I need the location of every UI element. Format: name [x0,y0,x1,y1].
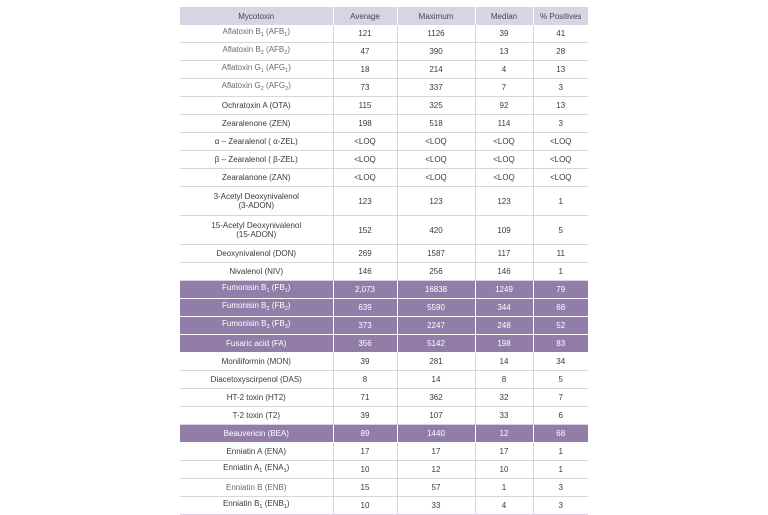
cell-positives: 1 [533,187,588,216]
cell-positives: 5 [533,216,588,245]
cell-average: 356 [333,335,397,353]
cell-mycotoxin [180,371,333,389]
mycotoxin-abbr: AFG [268,81,286,90]
cell-positives: 13 [533,97,588,115]
cell-median: 17 [475,443,533,461]
cell-median: 92 [475,97,533,115]
cell-maximum: <LOQ [397,169,475,187]
abbr-subscript: 1 [284,32,288,38]
table-row [180,133,588,151]
cell-average: 152 [333,216,397,245]
mycotoxin-name: Fusaric acid (FA) [226,339,287,348]
cell-median: 32 [475,389,533,407]
cell-average: 47 [333,43,397,61]
cell-positives: 68 [533,425,588,443]
abbr-subscript: 1 [285,68,289,74]
abbr-subscript: 1 [283,504,287,510]
cell-maximum: 123 [397,187,475,216]
abbr-subscript: 2 [285,86,289,92]
cell-average: 10 [333,497,397,515]
table-row [180,115,588,133]
cell-median: 344 [475,299,533,317]
mycotoxin-name: Zearalanone (ZAN) [222,173,291,182]
table-row [180,169,588,187]
mycotoxin-name: Aflatoxin G [221,63,261,72]
abbr-subscript: 3 [284,324,288,330]
cell-average: 10 [333,461,397,479]
mycotoxin-name: HT-2 toxin (HT2) [226,393,286,402]
mycotoxin-name: Nivalenol (NIV) [229,267,284,276]
cell-mycotoxin [180,335,333,353]
cell-average: 8 [333,371,397,389]
cell-positives: 3 [533,79,588,97]
cell-median: 4 [475,61,533,79]
cell-mycotoxin: Fumonisin $B_1$ $(FB_1)$ [180,281,333,299]
name-subscript: 2 [260,50,264,56]
cell-positives: 34 [533,353,588,371]
cell-maximum: 420 [397,216,475,245]
table-row [180,187,588,216]
table-row [180,461,588,479]
mycotoxin-name: β – Zearalenol ( β-ZEL) [214,155,298,164]
cell-maximum: 12 [397,461,475,479]
cell-average: 89 [333,425,397,443]
cell-average: 373 [333,317,397,335]
cell-positives: <LOQ [533,169,588,187]
cell-mycotoxin [180,115,333,133]
mycotoxin-name-line2: (15-ADON) [236,230,277,239]
mycotoxin-name: Enniatin A [223,463,260,472]
header-average: Average [333,7,397,25]
cell-median: 14 [475,353,533,371]
mycotoxin-name: Aflatoxin B [222,45,261,54]
cell-mycotoxin [180,479,333,497]
cell-mycotoxin [180,216,333,245]
cell-maximum: 390 [397,43,475,61]
mycotoxin-name: Enniatin B [222,499,260,508]
table-row [180,43,588,61]
cell-average: 39 [333,353,397,371]
cell-mycotoxin [180,151,333,169]
name-subscript: 1 [260,68,264,74]
cell-mycotoxin: Enniatin $A_1$ $(ENA_1)$ [180,461,333,479]
cell-mycotoxin [180,407,333,425]
table-row [180,371,588,389]
cell-maximum: 1126 [397,25,475,43]
cell-mycotoxin [180,97,333,115]
cell-average: 639 [333,299,397,317]
cell-mycotoxin: Fumonisin $B_2$ $(FB_2)$ [180,299,333,317]
name-subscript: 2 [266,306,270,312]
cell-mycotoxin: Aflatoxin $G_2$ $(AFG_2)$ [180,79,333,97]
cell-average: 198 [333,115,397,133]
cell-mycotoxin [180,353,333,371]
mycotoxin-name: Moniliformin (MON) [221,357,291,366]
cell-average: 15 [333,479,397,497]
cell-median: <LOQ [475,169,533,187]
cell-median: <LOQ [475,151,533,169]
cell-average: 73 [333,79,397,97]
cell-mycotoxin [180,187,333,216]
mycotoxin-name: Deoxynivalenol (DON) [216,249,297,258]
table-row [180,425,588,443]
cell-median: 12 [475,425,533,443]
cell-median: 8 [475,371,533,389]
cell-mycotoxin: Enniatin $B_1$ $(ENB_1)$ [180,497,333,515]
cell-average: 146 [333,263,397,281]
cell-median: 10 [475,461,533,479]
cell-mycotoxin [180,245,333,263]
table-row [180,335,588,353]
cell-maximum: 33 [397,497,475,515]
name-subscript: 3 [266,324,270,330]
cell-maximum: 14 [397,371,475,389]
mycotoxin-name: Fumonisin B [222,283,267,292]
cell-median: 146 [475,263,533,281]
cell-mycotoxin: Aflatoxin $G_1$ $(AFG_1)$ [180,61,333,79]
cell-positives: 3 [533,497,588,515]
table-row [180,479,588,497]
name-subscript: 1 [259,504,263,510]
cell-mycotoxin: Fumonisin $B_3$ $(FB_3)$ [180,317,333,335]
table-row [180,407,588,425]
cell-median: 114 [475,115,533,133]
cell-average: <LOQ [333,169,397,187]
cell-median: 198 [475,335,533,353]
cell-positives: 11 [533,245,588,263]
cell-maximum: 107 [397,407,475,425]
name-subscript: 2 [260,86,264,92]
cell-median: 39 [475,25,533,43]
table-row [180,353,588,371]
cell-mycotoxin [180,389,333,407]
cell-positives: 79 [533,281,588,299]
cell-mycotoxin [180,169,333,187]
table-row [180,281,588,299]
cell-median: 33 [475,407,533,425]
cell-average: 2,073 [333,281,397,299]
cell-average: <LOQ [333,133,397,151]
header-row [180,7,588,25]
table-row [180,263,588,281]
mycotoxin-name: Enniatin A (ENA) [226,447,287,456]
cell-average: 39 [333,407,397,425]
cell-average: 17 [333,443,397,461]
mycotoxin-abbr: FB [274,301,285,310]
cell-positives: 13 [533,61,588,79]
mycotoxin-abbr: ENA [267,463,284,472]
mycotoxin-name: Zearalenone (ZEN) [222,119,291,128]
mycotoxin-abbr: AFG [268,63,286,72]
cell-maximum: 2247 [397,317,475,335]
table-row [180,61,588,79]
name-subscript: 1 [260,32,264,38]
cell-positives: 41 [533,25,588,43]
table-row [180,151,588,169]
table-row [180,389,588,407]
cell-mycotoxin [180,263,333,281]
cell-average: 71 [333,389,397,407]
cell-median: 123 [475,187,533,216]
cell-positives: 7 [533,389,588,407]
cell-median: 109 [475,216,533,245]
cell-positives: 3 [533,479,588,497]
cell-positives: 5 [533,371,588,389]
cell-mycotoxin [180,133,333,151]
cell-median: 1249 [475,281,533,299]
cell-positives: <LOQ [533,151,588,169]
cell-average: 123 [333,187,397,216]
mycotoxin-name: Aflatoxin G [221,81,261,90]
mycotoxin-abbr: FB [274,283,285,292]
cell-median: 248 [475,317,533,335]
cell-average: 121 [333,25,397,43]
cell-maximum: 17 [397,443,475,461]
cell-maximum: 1587 [397,245,475,263]
cell-maximum: 337 [397,79,475,97]
cell-mycotoxin [180,443,333,461]
cell-mycotoxin: Aflatoxin $B_1$ $(AFB_1)$ [180,25,333,43]
table-row [180,216,588,245]
abbr-subscript: 1 [284,288,288,294]
cell-maximum: <LOQ [397,151,475,169]
abbr-subscript: 2 [284,306,288,312]
cell-maximum: 214 [397,61,475,79]
cell-mycotoxin: Aflatoxin $B_2$ $(AFB_2)$ [180,43,333,61]
mycotoxin-name: 15-Acetyl Deoxynivalenol [211,221,302,230]
mycotoxin-name: α – Zearalenol ( α-ZEL) [214,137,298,146]
mycotoxin-name: Enniatin B (ENB) [226,483,287,492]
cell-median: 1 [475,479,533,497]
mycotoxin-name: Beauvericin (BEA) [223,429,289,438]
table-body [180,25,588,515]
mycotoxin-abbr: ENB [267,499,284,508]
table-row [180,299,588,317]
header-maximum: Maximum [397,7,475,25]
cell-median: 117 [475,245,533,263]
cell-median: <LOQ [475,133,533,151]
cell-maximum: 5590 [397,299,475,317]
abbr-subscript: 1 [283,468,287,474]
table-row [180,79,588,97]
cell-maximum: 281 [397,353,475,371]
header-positives: % Positives [533,7,588,25]
mycotoxin-abbr: AFB [268,45,285,54]
mycotoxin-table [180,7,588,515]
header-mycotoxin: Mycotoxin [180,7,333,25]
table-row [180,443,588,461]
abbr-subscript: 2 [284,50,288,56]
cell-mycotoxin [180,425,333,443]
cell-median: 7 [475,79,533,97]
table-row [180,317,588,335]
table-row [180,25,588,43]
mycotoxin-name: T-2 toxin (T2) [232,411,281,420]
table-row [180,97,588,115]
cell-positives: 68 [533,299,588,317]
cell-positives: 6 [533,407,588,425]
cell-maximum: 362 [397,389,475,407]
mycotoxin-name: Fumonisin B [222,319,267,328]
cell-average: 115 [333,97,397,115]
cell-maximum: 16838 [397,281,475,299]
cell-positives: <LOQ [533,133,588,151]
mycotoxin-name: Ochratoxin A (OTA) [221,101,291,110]
mycotoxin-name: Fumonisin B [222,301,267,310]
cell-positives: 1 [533,263,588,281]
mycotoxin-abbr: AFB [268,27,285,36]
cell-average: 269 [333,245,397,263]
cell-average: 18 [333,61,397,79]
name-subscript: 1 [266,288,270,294]
cell-positives: 1 [533,461,588,479]
cell-positives: 83 [533,335,588,353]
cell-maximum: <LOQ [397,133,475,151]
cell-median: 4 [475,497,533,515]
cell-median: 13 [475,43,533,61]
cell-maximum: 5142 [397,335,475,353]
mycotoxin-name: Diacetoxyscirpenol (DAS) [210,375,302,384]
mycotoxin-name-line2: (3-ADON) [238,201,275,210]
cell-positives: 3 [533,115,588,133]
header-median: Median [475,7,533,25]
cell-maximum: 518 [397,115,475,133]
name-subscript: 1 [259,468,263,474]
cell-positives: 52 [533,317,588,335]
cell-maximum: 325 [397,97,475,115]
cell-positives: 1 [533,443,588,461]
cell-average: <LOQ [333,151,397,169]
cell-maximum: 256 [397,263,475,281]
cell-maximum: 57 [397,479,475,497]
table-row [180,245,588,263]
mycotoxin-abbr: FB [274,319,285,328]
cell-positives: 28 [533,43,588,61]
mycotoxin-name: 3-Acetyl Deoxynivalenol [213,192,299,201]
mycotoxin-name: Aflatoxin B [222,27,261,36]
cell-maximum: 1440 [397,425,475,443]
